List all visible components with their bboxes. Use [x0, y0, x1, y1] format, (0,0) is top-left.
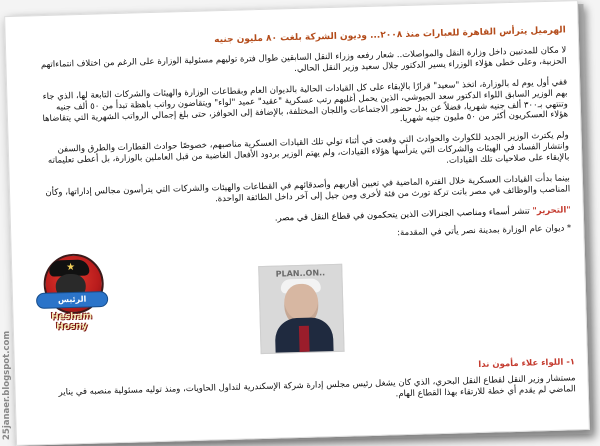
site-watermark: 25janaer.blogspot.com	[2, 330, 12, 440]
person-photo	[258, 264, 344, 354]
section-subtitle: تنشر أسماء ومناصب الجنرالات الذين يتحكمون في قطاع النقل في مصر.	[274, 206, 530, 224]
blog-logo	[33, 251, 109, 339]
paragraph-1: لا مكان للمدنيين داخل وزارة النقل والمواصلات.. شعار رفعه وزراء النقل السابقين طوال فترة توليهم مسئولية الوزارة على الرغم من اختلاف انتماءاتهم الحزبية، وعلى خطى هؤلاء الوزراء يسير الدكتور جلال سعيد وزير النقل الحالي.	[40, 45, 567, 74]
star-icon: ★	[66, 261, 76, 274]
person-title: ١- اللواء علاء مأمون ندا	[478, 356, 576, 370]
article-content	[30, 25, 577, 434]
logo-name: Hesham Hosny	[51, 311, 93, 333]
paragraph-4: بينما بدأت القيادات العسكرية خلال الفترة الماضية في تعيين أقاربهم وأصدقائهم في القطاعات والهيئات والشركات التي يترأسون مجالس إداراتها، وكأن المناصب والوظائف في مصر باتت تركة تورث من فئة لأخرى ومن جيل إلى آخر داخل الطائفة الواحدة.	[45, 173, 571, 205]
list-intro: * ديوان عام الوزارة بمدينة نصر يأتي في المقدمة:	[397, 222, 572, 238]
photo-caption: PLAN..ON..	[275, 268, 326, 279]
headline: الهرميل يترأس القاهرة للعبارات منذ ٢٠٠٨... وديون الشركة بلغت ٨٠ مليون جنيه	[214, 25, 566, 46]
section-title: "التحرير"	[532, 204, 571, 217]
person-description: مستشار وزير النقل لقطاع النقل البحري، الذي كان يشغل رئيس مجلس إدارة شركة الإسكندرية لتداول الحاويات، ومنذ توليه مسئولية منصبه في يناير الماضي لم يقدم أي خطة للارتقاء بهذا القطاع الهام.	[58, 372, 576, 399]
photo-tie	[299, 326, 310, 352]
logo-banner: الرئيس	[36, 291, 108, 309]
paragraph-2: ففي أول يوم له بالوزارة، اتخذ "سعيد" قرارًا بالإبقاء على كل القيادات الحالية بالديوان العام وبقطاعات الوزارة والهيئات والشركات التابعة لها، الذي جاء بهم الوزير السابق اللواء الدكتور سعد الجيوشي، الذين يحمل أغلبهم رتب عسكرية "عقيد" عميد "لواء" ويتقاضون رواتب باهظة تبدأ من ٥٠ ألف جنيه وتنتهي بـ٣٠٠ ألف جنيه شهريا، فضلاً عن بدل حضور الاجتماعات واللجان المختلفة، بالإضافة إلى الحوافز، حتى بلغ إجمالي الرواتب الشهرية التي يتقاضاها هؤلاء العسكريون أكثر من ٥٠ مليون جنيه شهريا.	[42, 77, 569, 125]
paragraph-3: ولم يكترث الوزير الجديد للكوارث والحوادث التي وقعت في أثناء تولي تلك القيادات العسكرية مناصبهم، خصوصًا حوادث القطارات والطرق والسفن وانتشار الفساد في الهيئات والشركات التي يترأسها هؤلاء القيادات، ولم يهتم الوزير بردود الأفعال الغاضبة من قبل العاملين بالوزارة، بل أعطى تعليماته بالإبقاء على صلاحيات تلك القيادات.	[47, 130, 570, 167]
article-page	[4, 0, 590, 446]
